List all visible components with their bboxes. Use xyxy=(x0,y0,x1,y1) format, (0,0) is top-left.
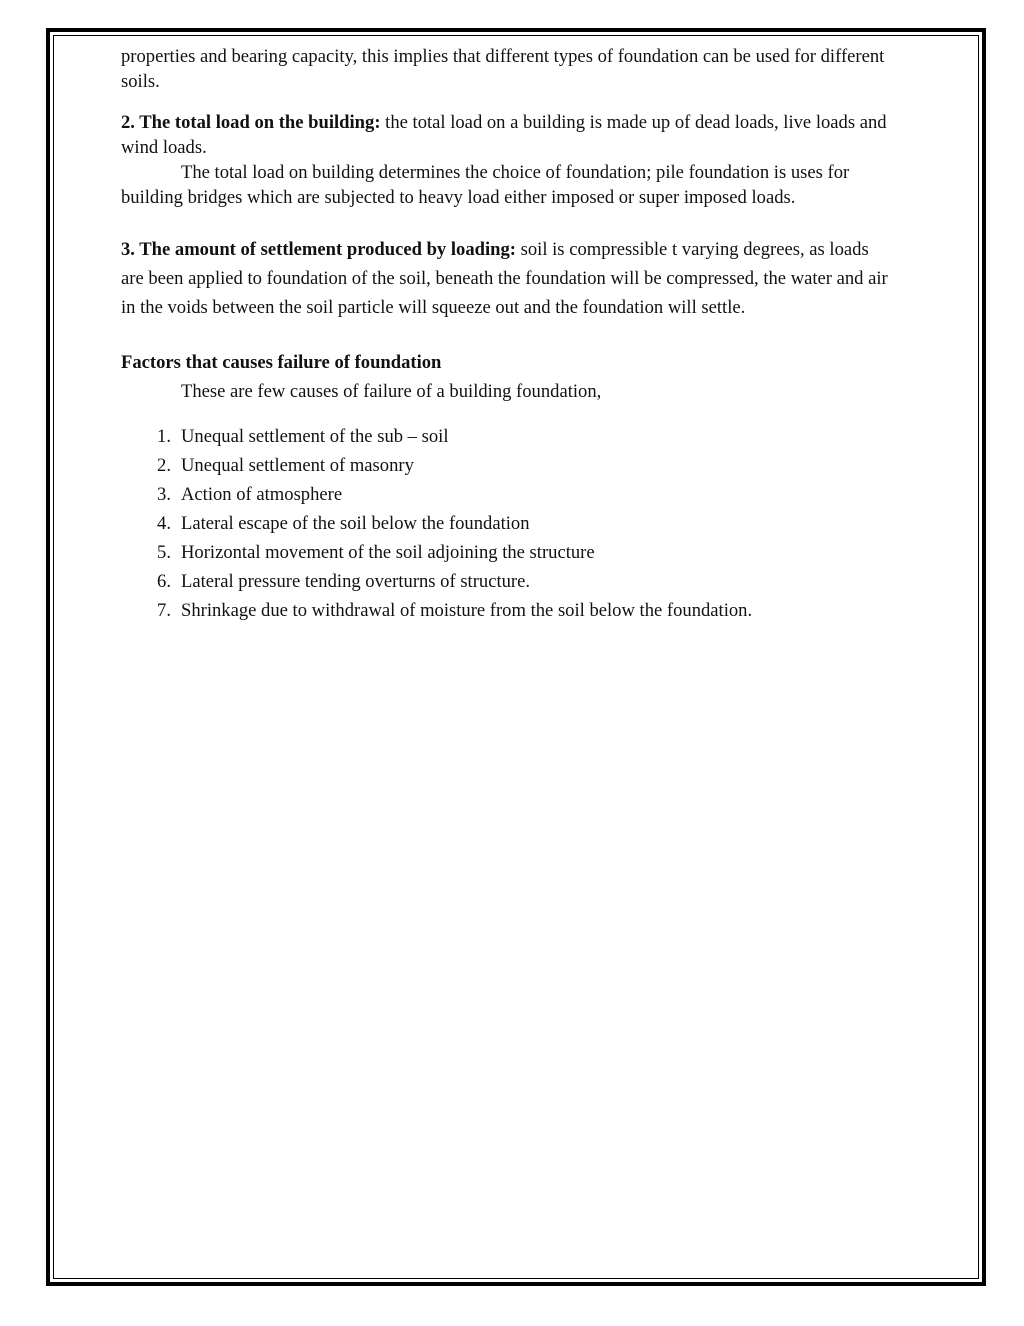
load-paragraph xyxy=(121,110,896,160)
settlement-text: soil is compressible t varying degrees, as loads are been applied to foundation of the soil, beneath the foundation will be compressed, the water and air in the voids between the soil particle will squeeze out and the foundation will settle. xyxy=(121,239,888,318)
list-item xyxy=(121,451,896,480)
list-item-number: 3. xyxy=(157,484,171,505)
list-item-number: 2. xyxy=(157,455,171,476)
factors-list xyxy=(121,422,896,625)
list-item xyxy=(121,422,896,451)
list-item xyxy=(121,596,896,625)
factors-heading: Factors that causes failure of foundation xyxy=(121,352,442,373)
list-item-text: Lateral escape of the soil below the foundation xyxy=(181,513,530,534)
list-item-text: Shrinkage due to withdrawal of moisture from the soil below the foundation. xyxy=(181,600,753,621)
list-item xyxy=(121,509,896,538)
list-item xyxy=(121,480,896,509)
list-item-text: Lateral pressure tending overturns of structure. xyxy=(181,571,531,592)
settlement-heading: 3. The amount of settlement produced by loading: xyxy=(121,239,516,260)
list-item-number: 7. xyxy=(157,600,171,621)
list-item-number: 5. xyxy=(157,542,171,563)
list-item-number: 4. xyxy=(157,513,171,534)
list-item-text: Action of atmosphere xyxy=(181,484,343,505)
settlement-paragraph xyxy=(121,235,896,322)
load-heading: 2. The total load on the building: xyxy=(121,112,381,133)
intro-paragraph: properties and bearing capacity, this implies that different types of foundation can be used for different soils. xyxy=(121,46,885,92)
list-item-number: 6. xyxy=(157,571,171,592)
list-item xyxy=(121,567,896,596)
factors-intro: These are few causes of failure of a building foundation, xyxy=(181,381,602,402)
list-item-text: Unequal settlement of the sub – soil xyxy=(181,426,449,447)
list-item-number: 1. xyxy=(157,426,171,447)
document-body xyxy=(121,44,896,625)
list-item-text: Unequal settlement of masonry xyxy=(181,455,414,476)
load-text: the total load on a building is made up of dead loads, live loads and wind loads. xyxy=(121,112,887,158)
list-item-text: Horizontal movement of the soil adjoining the structure xyxy=(181,542,595,563)
list-item xyxy=(121,538,896,567)
load-indented-paragraph: The total load on building determines the choice of foundation; pile foundation is uses for building bridges which are subjected to heavy load either imposed or super imposed loads. xyxy=(121,162,850,208)
